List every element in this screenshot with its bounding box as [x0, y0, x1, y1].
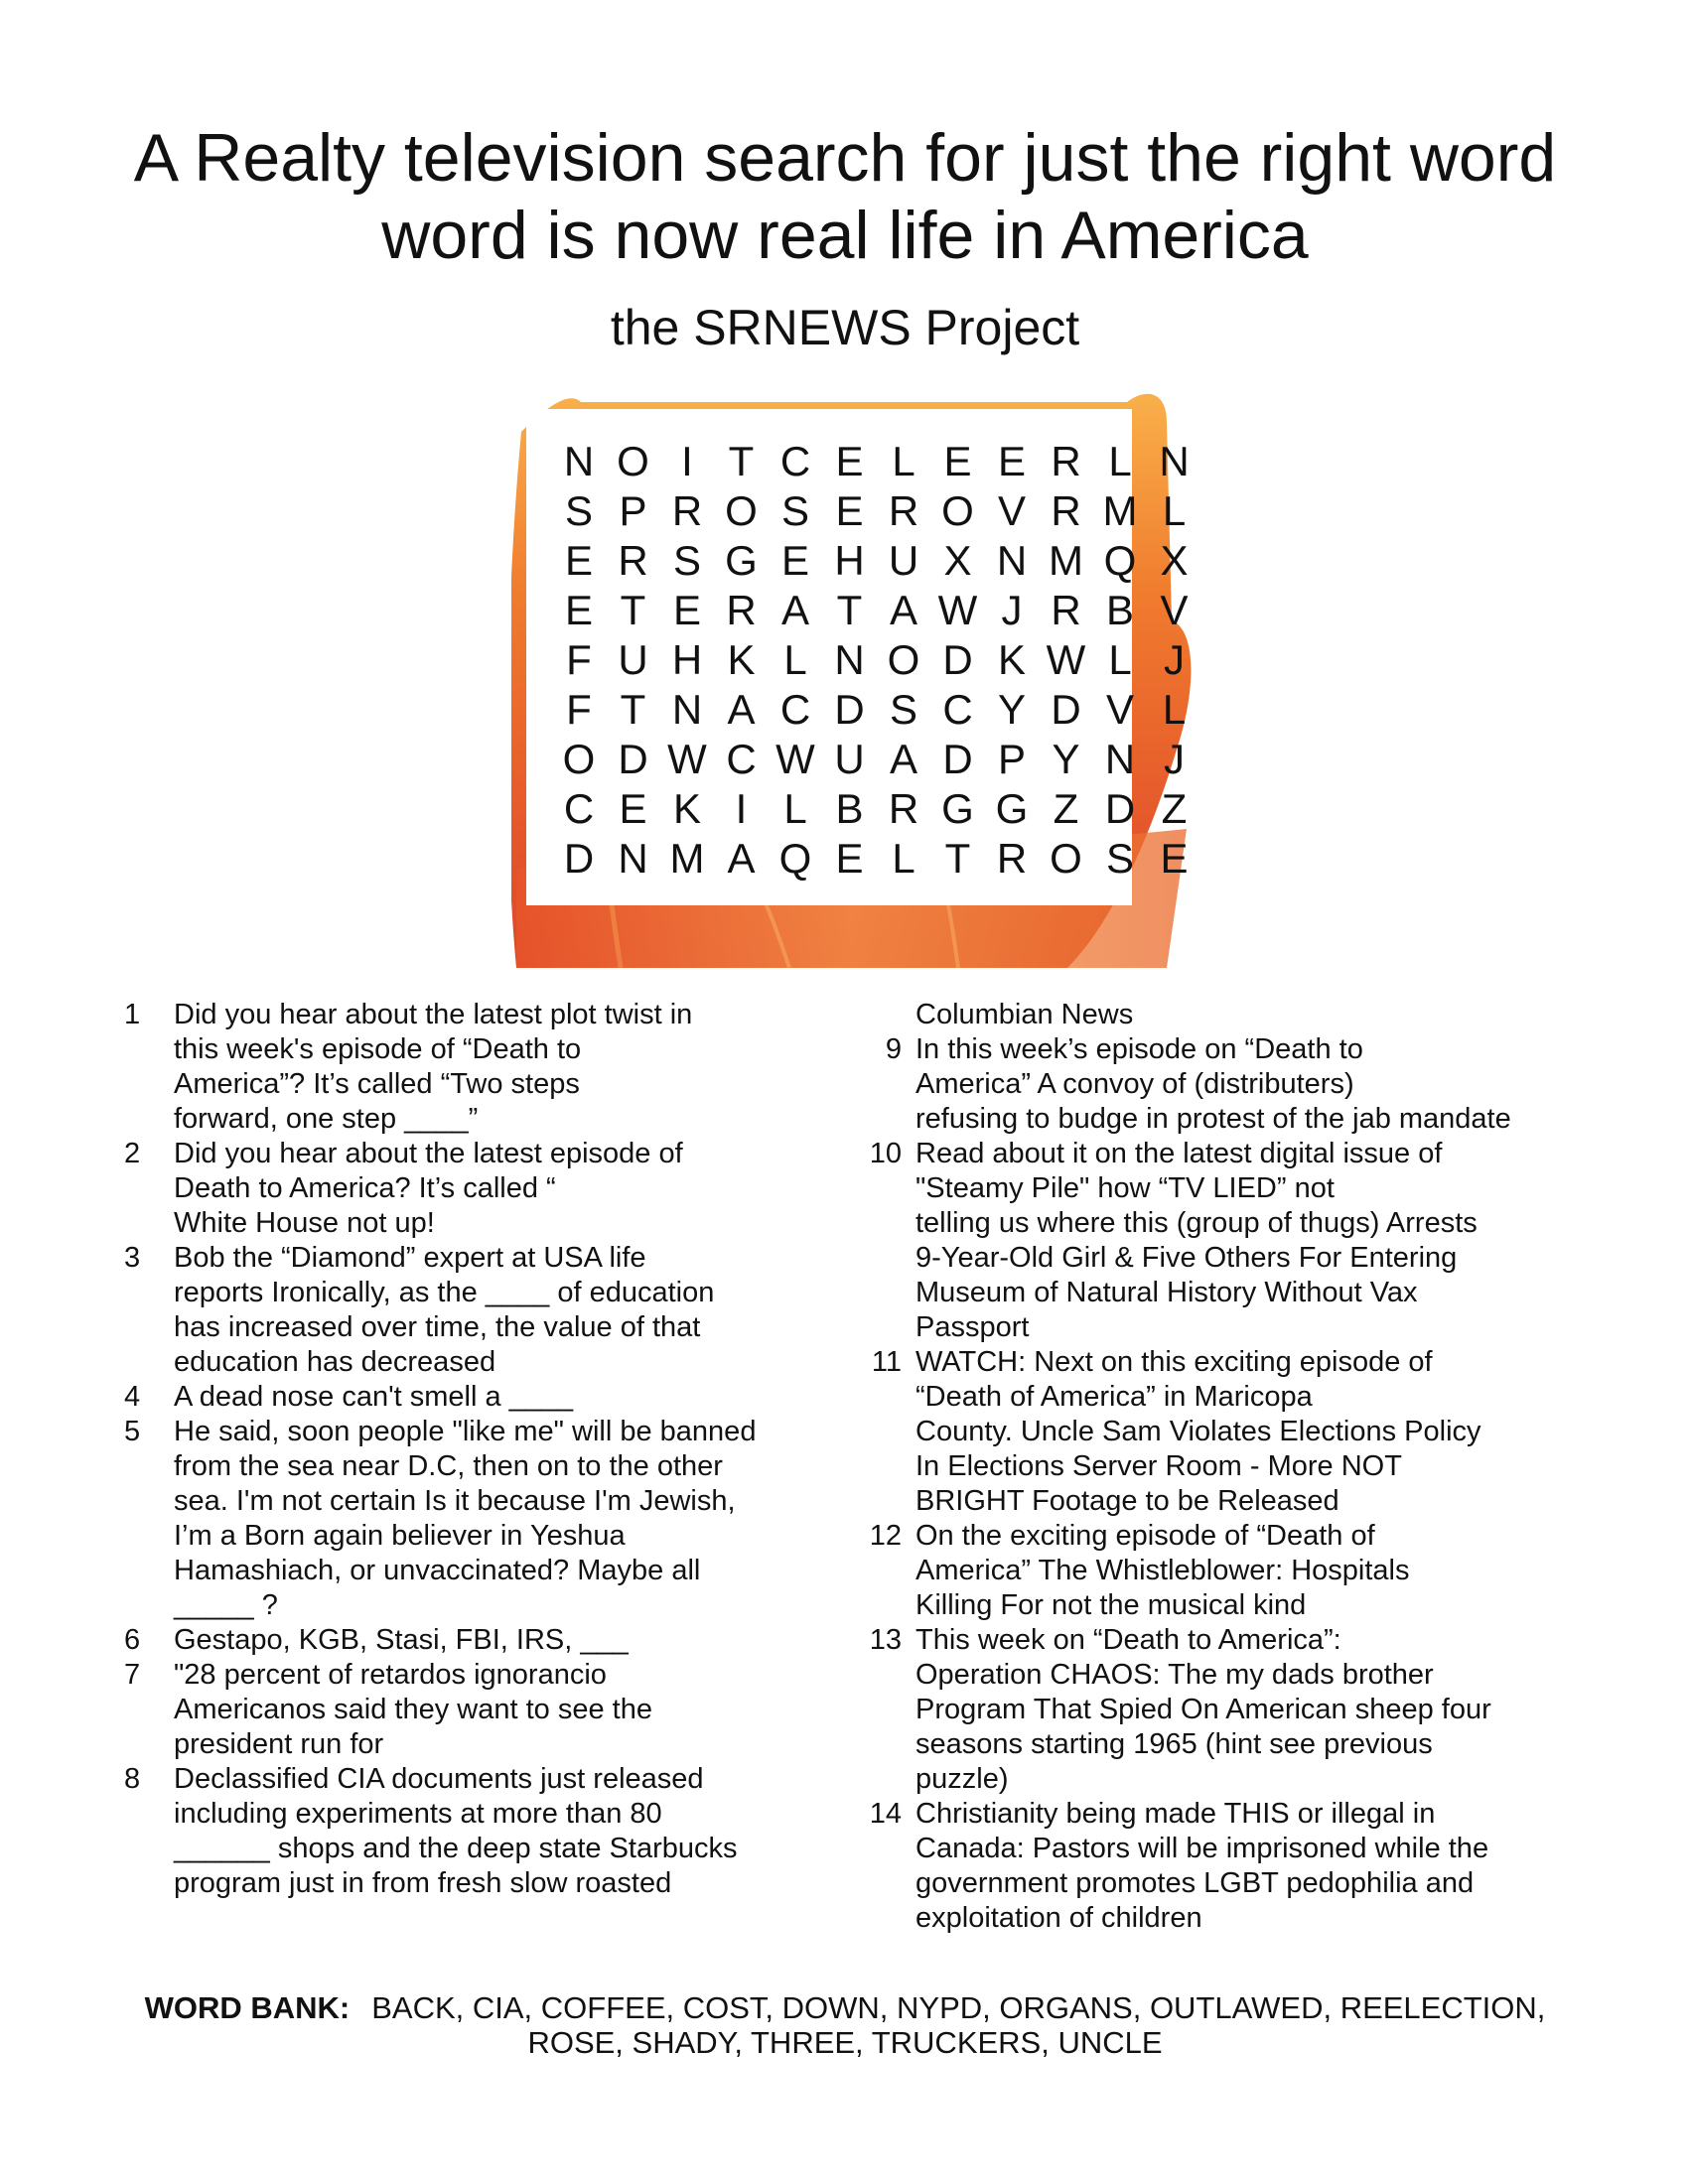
clue-text-line: "28 percent of retardos ignorancio: [174, 1659, 607, 1691]
grid-letter: A: [889, 736, 917, 782]
grid-letter: Q: [1103, 537, 1137, 584]
word-bank-line-2: ROSE, SHADY, THREE, TRUCKERS, UNCLE: [527, 2025, 1163, 2060]
grid-letter: N: [996, 537, 1028, 584]
subtitle: the SRNEWS Project: [610, 300, 1080, 355]
clue-text-line: America” The Whistleblower: Hospitals: [915, 1555, 1410, 1586]
grid-letter: L: [783, 785, 807, 832]
clue-text-line: sea. I'm not certain Is it because I'm Jewish,: [174, 1485, 736, 1517]
grid-letter: U: [618, 636, 648, 683]
grid-letter: E: [997, 438, 1026, 484]
clue-text-line: He said, soon people "like me" will be banned: [174, 1416, 757, 1447]
clue-text-line: Did you hear about the latest plot twist in: [174, 999, 693, 1030]
clue-text-line: Museum of Natural History Without Vax: [915, 1277, 1418, 1308]
grid-letter: V: [997, 487, 1026, 534]
grid-letter: U: [834, 736, 865, 782]
clues-right-column: [866, 998, 1561, 1936]
clue-text-line: America”? It’s called “Two steps: [174, 1068, 580, 1100]
clue-item: [866, 1345, 1561, 1519]
grid-letter: W: [1046, 636, 1086, 683]
grid-letter: R: [996, 835, 1028, 882]
grid-letter: A: [727, 835, 756, 882]
grid-letter: C: [942, 686, 973, 733]
grid-letter: E: [672, 587, 701, 633]
grid-letter: P: [619, 487, 647, 534]
grid-letter: F: [566, 686, 592, 733]
clue-text-line: president run for: [174, 1728, 384, 1760]
grid-letter: D: [942, 736, 973, 782]
clue-text-line: Bob the “Diamond” expert at USA life: [174, 1242, 646, 1274]
grid-letter: E: [1160, 835, 1189, 882]
grid-letter: R: [618, 537, 648, 584]
grid-letter: R: [888, 487, 919, 534]
clue-text-line: education has decreased: [174, 1346, 496, 1378]
clue-item: [866, 1519, 1561, 1623]
clue-item: [124, 1658, 819, 1762]
title-line-1: A Realty television search for just the right word: [133, 120, 1557, 196]
clue-text-line: Hamashiach, or unvaccinated? Maybe all: [174, 1555, 701, 1586]
clue-text-line: White House not up!: [174, 1207, 435, 1239]
grid-letter: Z: [1053, 785, 1079, 832]
clue-text-line: _____ ?: [174, 1589, 278, 1621]
grid-letter: D: [1104, 785, 1136, 832]
grid-letter: H: [834, 537, 865, 584]
clue-8-continuation: Columbian News: [915, 999, 1134, 1030]
grid-letter: T: [836, 587, 863, 633]
grid-letter: J: [1164, 636, 1185, 683]
clue-text-line: Americanos said they want to see the: [174, 1694, 652, 1725]
grid-letter: R: [671, 487, 703, 534]
grid-letter: G: [995, 785, 1029, 832]
clue-text-line: Program That Spied On American sheep four: [915, 1694, 1491, 1725]
clue-item: [124, 1137, 819, 1241]
title-line-2: word is now real life in America: [381, 198, 1309, 273]
grid-letter: A: [889, 587, 917, 633]
grid-letter: K: [997, 636, 1026, 683]
grid-letter: C: [779, 438, 811, 484]
grid-letter: E: [564, 587, 593, 633]
grid-letter: T: [728, 438, 755, 484]
grid-letter: E: [564, 537, 593, 584]
clue-text-line: Did you hear about the latest episode of: [174, 1138, 683, 1169]
clue-number: 9: [885, 1033, 902, 1065]
grid-letter: C: [779, 686, 811, 733]
clue-text-line: from the sea near D.C, then on to the other: [174, 1450, 723, 1482]
clue-text-line: forward, one step ____”: [174, 1103, 479, 1135]
grid-letter: N: [1159, 438, 1190, 484]
grid-letter: L: [892, 835, 915, 882]
grid-letter: L: [783, 636, 807, 683]
grid-letter: M: [1049, 537, 1083, 584]
word-bank: [60, 1990, 1630, 2060]
grid-letter: O: [941, 487, 974, 534]
grid-letter: E: [835, 835, 864, 882]
clue-text-line: reports Ironically, as the ____ of education: [174, 1277, 715, 1308]
clue-item: [866, 1797, 1561, 1936]
grid-letter: R: [888, 785, 919, 832]
grid-letter: S: [1105, 835, 1134, 882]
clue-text-line: "Steamy Pile" how “TV LIED” not: [915, 1172, 1335, 1204]
grid-letter: S: [564, 487, 593, 534]
clue-text-line: Declassified CIA documents just released: [174, 1763, 704, 1795]
grid-letter: I: [735, 785, 748, 832]
grid-letter: A: [780, 587, 809, 633]
clue-text-line: America” A convoy of (distributers): [915, 1068, 1354, 1100]
clue-number: 13: [869, 1624, 902, 1656]
clue-number: 5: [124, 1416, 141, 1447]
grid-letter: V: [1105, 686, 1134, 733]
clue-number: 2: [124, 1138, 141, 1169]
clue-text-line: including experiments at more than 80: [174, 1798, 662, 1830]
grid-letter: S: [780, 487, 809, 534]
clue-text-line: refusing to budge in protest of the jab mandate: [915, 1103, 1511, 1135]
clue-text-line: Death to America? It’s called “: [174, 1172, 556, 1204]
clue-text-line: Killing For not the musical kind: [915, 1589, 1307, 1621]
clue-item: [866, 1032, 1561, 1137]
clue-number: 12: [869, 1520, 902, 1552]
grid-letter: N: [563, 438, 595, 484]
clue-number: 7: [124, 1659, 141, 1691]
grid-letter: U: [888, 537, 919, 584]
clue-text-line: telling us where this (group of thugs) Arrests: [915, 1207, 1478, 1239]
grid-letter: G: [941, 785, 974, 832]
clue-item: [866, 1623, 1561, 1797]
grid-letter: W: [937, 587, 978, 633]
grid-letter: M: [669, 835, 705, 882]
word-bank-line-1: BACK, CIA, COFFEE, COST, DOWN, NYPD, ORGANS, OUTLAWED, REELECTION,: [371, 1990, 1546, 2025]
word-bank-label: WORD BANK:: [144, 1990, 351, 2025]
clue-text-line: WATCH: Next on this exciting episode of: [915, 1346, 1433, 1378]
clue-text-line: A dead nose can't smell a ____: [174, 1381, 574, 1413]
grid-letter: W: [667, 736, 707, 782]
clue-text-line: County. Uncle Sam Violates Elections Policy: [915, 1416, 1481, 1447]
grid-letter: Z: [1161, 785, 1188, 832]
grid-letter: A: [727, 686, 756, 733]
grid-letter: J: [1001, 587, 1023, 633]
grid-letter: H: [671, 636, 703, 683]
grid-letter: L: [1162, 487, 1187, 534]
clue-text-line: I’m a Born again believer in Yeshua: [174, 1520, 626, 1552]
clue-number: 6: [124, 1624, 141, 1656]
grid-letter: P: [997, 736, 1026, 782]
clue-number: 8: [124, 1763, 141, 1795]
grid-letter: E: [835, 487, 864, 534]
grid-letter: E: [835, 438, 864, 484]
grid-letter: T: [620, 686, 646, 733]
grid-letter: B: [1105, 587, 1134, 633]
clue-item: [866, 1137, 1561, 1345]
grid-letter: E: [943, 438, 972, 484]
clue-text-line: BRIGHT Footage to be Released: [915, 1485, 1339, 1517]
grid-letter: T: [620, 587, 646, 633]
clue-text-line: seasons starting 1965 (hint see previous: [915, 1728, 1433, 1760]
clue-text-line: Gestapo, KGB, Stasi, FBI, IRS, ___: [174, 1624, 629, 1656]
clue-number: 14: [869, 1798, 902, 1830]
grid-letter: F: [566, 636, 592, 683]
grid-letter: C: [726, 736, 757, 782]
grid-letter: M: [1102, 487, 1138, 534]
grid-letter: L: [1162, 686, 1187, 733]
grid-letter: Q: [778, 835, 812, 882]
grid-letter: D: [942, 636, 973, 683]
grid-letter: Y: [1052, 736, 1080, 782]
clue-number: 3: [124, 1242, 141, 1274]
grid-letter: R: [726, 587, 757, 633]
clues-left-column: [124, 998, 819, 1901]
grid-letter: B: [835, 785, 864, 832]
grid-letter: L: [892, 438, 915, 484]
clue-item: [124, 1623, 819, 1658]
clue-text-line: government promotes LGBT pedophilia and: [915, 1867, 1475, 1899]
grid-letter: C: [563, 785, 595, 832]
clue-item: [124, 1380, 819, 1415]
grid-letter: R: [1051, 587, 1081, 633]
grid-letter: D: [834, 686, 865, 733]
grid-letter: D: [1051, 686, 1081, 733]
grid-letter: D: [563, 835, 595, 882]
grid-letter: N: [618, 835, 648, 882]
grid-letter: X: [943, 537, 972, 584]
grid-letter: R: [1051, 487, 1081, 534]
grid-letter: K: [672, 785, 701, 832]
grid-letter: O: [562, 736, 596, 782]
grid-letter: X: [1160, 537, 1189, 584]
clue-text-line: 9-Year-Old Girl & Five Others For Entering: [915, 1242, 1458, 1274]
clue-item: [124, 1415, 819, 1623]
grid-letter: N: [834, 636, 865, 683]
grid-letter: V: [1160, 587, 1189, 633]
clue-item: [124, 1762, 819, 1901]
grid-letter: I: [681, 438, 693, 484]
grid-letter: K: [727, 636, 756, 683]
clue-text-line: has increased over time, the value of that: [174, 1311, 701, 1343]
grid-letter: Y: [997, 686, 1026, 733]
grid-letter: O: [887, 636, 920, 683]
clue-text-line: ______ shops and the deep state Starbucks: [174, 1833, 738, 1864]
grid-letter: J: [1164, 736, 1185, 782]
grid-letter: E: [619, 785, 647, 832]
grid-letter: S: [672, 537, 701, 584]
clue-text-line: “Death of America” in Maricopa: [915, 1381, 1313, 1413]
clue-number: 4: [124, 1381, 141, 1413]
clue-text-line: In this week’s episode on “Death to: [915, 1033, 1363, 1065]
clue-text-line: exploitation of children: [915, 1902, 1202, 1934]
grid-letter: L: [1108, 438, 1132, 484]
clue-number: 1: [124, 999, 141, 1030]
grid-letter: G: [725, 537, 758, 584]
clue-text-line: this week's episode of “Death to: [174, 1033, 582, 1065]
clue-text-line: Operation CHAOS: The my dads brother: [915, 1659, 1434, 1691]
grid-letter: E: [780, 537, 809, 584]
grid-letter: O: [725, 487, 758, 534]
clue-text-line: Read about it on the latest digital issue of: [915, 1138, 1443, 1169]
page-title: [60, 119, 1630, 274]
grid-letter: N: [1104, 736, 1136, 782]
grid-letter: W: [775, 736, 815, 782]
grid-letter: N: [671, 686, 703, 733]
grid-letter: O: [617, 438, 649, 484]
grid-letter: S: [889, 686, 917, 733]
clue-text-line: In Elections Server Room - More NOT: [915, 1450, 1402, 1482]
clue-text-line: Christianity being made THIS or illegal in: [915, 1798, 1436, 1830]
grid-letter: L: [1108, 636, 1132, 683]
clue-number: 11: [871, 1346, 902, 1378]
clue-item: [124, 998, 819, 1137]
grid-letter: O: [1050, 835, 1082, 882]
clue-text-line: This week on “Death to America”:: [915, 1624, 1341, 1656]
clue-text-line: program just in from fresh slow roasted: [174, 1867, 672, 1899]
clue-item: [124, 1241, 819, 1380]
clue-text-line: On the exciting episode of “Death of: [915, 1520, 1375, 1552]
clue-text-line: puzzle): [915, 1763, 1009, 1795]
clue-text-line: Passport: [915, 1311, 1030, 1343]
clue-text-line: Canada: Pastors will be imprisoned while the: [915, 1833, 1489, 1864]
grid-letter: D: [618, 736, 648, 782]
grid-letter: R: [1051, 438, 1081, 484]
grid-letter: T: [944, 835, 971, 882]
clue-number: 10: [869, 1138, 902, 1169]
